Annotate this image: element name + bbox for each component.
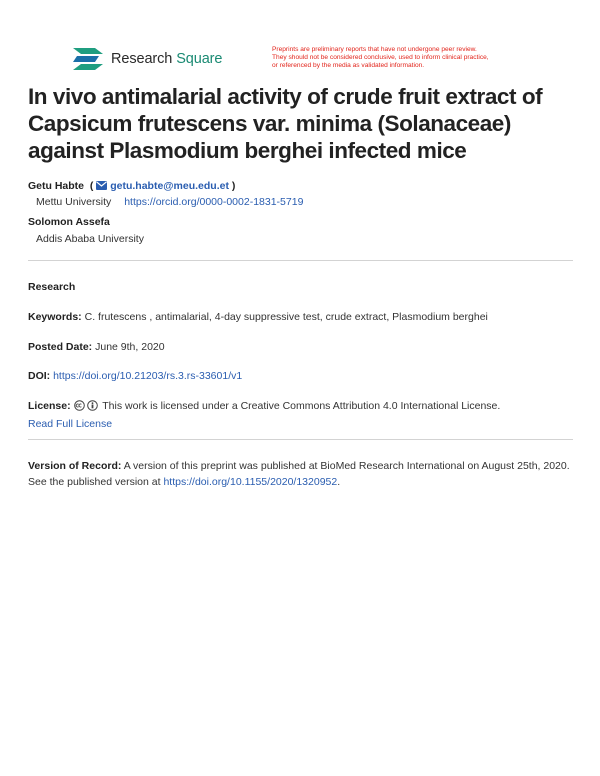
orcid-link[interactable]: https://orcid.org/0000-0002-1831-5719	[124, 196, 304, 208]
title-line: against Plasmodium berghei infected mice	[28, 138, 467, 163]
version-text: A version of this preprint was published at BioMed Research International on August 25th, 2020. See the published version at	[28, 460, 570, 488]
title-line: Capsicum frutescens var. minima (Solanaceae)	[28, 111, 511, 136]
license-row	[28, 398, 573, 432]
version-label: Version of Record:	[28, 460, 122, 472]
published-version-link[interactable]: https://doi.org/10.1155/2020/1320952	[163, 476, 338, 488]
paren-close: )	[231, 180, 236, 192]
doi-row	[28, 368, 573, 384]
read-full-license-link[interactable]: Read Full License	[28, 418, 113, 430]
paper-title	[28, 83, 578, 164]
creative-commons-icon	[74, 400, 85, 416]
version-end: .	[337, 476, 341, 488]
author-name: Solomon Assefa	[28, 216, 110, 228]
attribution-icon	[87, 400, 98, 416]
keywords-value: C. frutescens , antimalarial, 4-day suppressive test, crude extract, Plasmodium berghei	[84, 311, 488, 323]
disclaimer-line: Preprints are preliminary reports that have not undergone peer review.	[272, 46, 477, 53]
email-icon	[96, 181, 107, 193]
divider	[28, 260, 573, 261]
paren-open: (	[86, 180, 94, 192]
doi-link[interactable]: https://doi.org/10.21203/rs.3.rs-33601/v1	[53, 370, 243, 382]
author-name: Getu Habte	[28, 180, 85, 192]
author-2-affiliation-row	[36, 233, 144, 245]
disclaimer-line: They should not be considered conclusive, used to inform clinical practice,	[272, 54, 489, 62]
research-square-logo-icon	[73, 48, 103, 70]
posted-date-value: June 9th, 2020	[95, 341, 165, 353]
posted-date-label: Posted Date:	[28, 341, 93, 353]
divider	[28, 439, 573, 440]
doi-label: DOI:	[28, 370, 51, 382]
author-affiliation: Addis Ababa University	[36, 233, 144, 245]
keywords-row	[28, 309, 573, 325]
article-type	[28, 279, 573, 295]
author-2	[28, 216, 110, 228]
license-label: License:	[28, 400, 71, 412]
preprint-disclaimer	[272, 46, 542, 71]
author-1-affiliation-row	[36, 196, 303, 208]
research-square-logo[interactable]	[73, 48, 222, 70]
logo-wordmark: Research Square	[111, 51, 223, 67]
license-text: This work is licensed under a Creative Commons Attribution 4.0 International License.	[102, 400, 501, 412]
author-1	[28, 180, 235, 193]
author-email-link[interactable]: getu.habte@meu.edu.et	[110, 180, 229, 192]
posted-date-row	[28, 339, 573, 355]
version-of-record	[28, 458, 573, 490]
author-affiliation: Mettu University	[36, 196, 112, 208]
keywords-label: Keywords:	[28, 311, 82, 323]
title-line: In vivo antimalarial activity of crude fruit extract of	[28, 84, 543, 109]
disclaimer-line: or referenced by the media as validated information.	[272, 62, 425, 70]
article-type-label: Research	[28, 281, 76, 293]
